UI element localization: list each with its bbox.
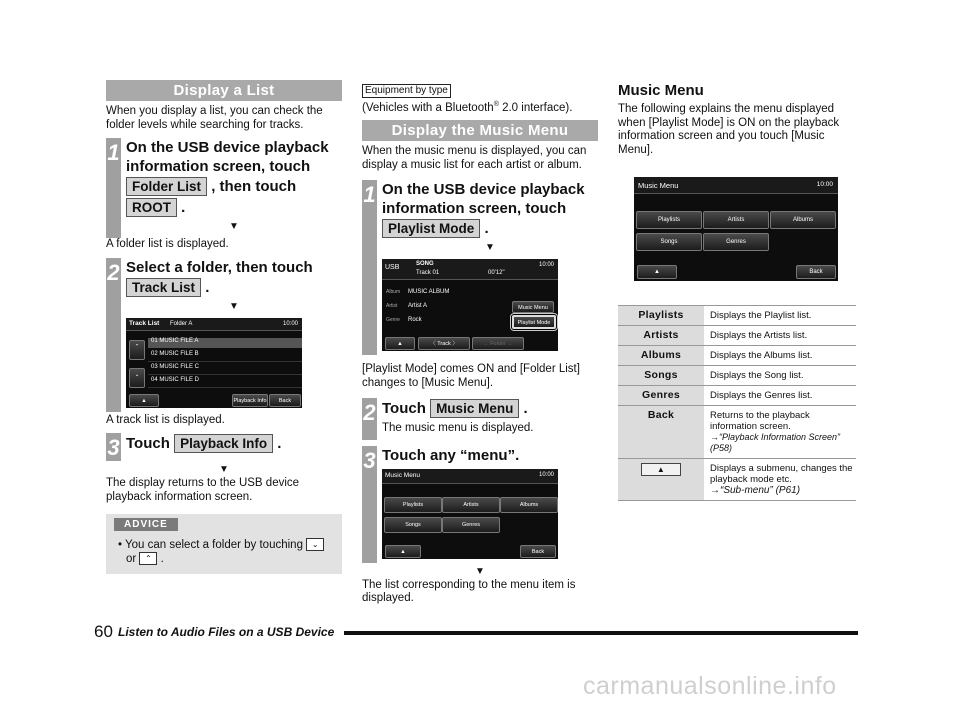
- table-row: [618, 346, 856, 366]
- step-2-track-list: [106, 258, 342, 412]
- screen-clock: 10:00: [538, 471, 554, 478]
- page-reference-link[interactable]: →“Sub-menu” (P61): [710, 485, 801, 496]
- menu-desc: Displays the Playlist list.: [704, 306, 856, 326]
- table-row: [618, 386, 856, 406]
- footer-title: Listen to Audio Files on a USB Device: [118, 625, 335, 639]
- track-row[interactable]: 03 MUSIC FILE C: [148, 364, 302, 375]
- menu-item-genres[interactable]: Genres: [442, 517, 500, 533]
- step-2-music-menu: [362, 398, 598, 440]
- scroll-up-icon[interactable]: ⌃: [129, 340, 145, 360]
- menu-item-genres[interactable]: Genres: [703, 233, 769, 251]
- watermark: carmanualsonline.info: [583, 672, 837, 700]
- playback-info-button[interactable]: Playback Info: [174, 434, 273, 453]
- track-list-button[interactable]: Track List: [126, 278, 201, 297]
- arrow-down-icon: ▼: [475, 565, 485, 577]
- up-triangle-icon: ▲: [641, 463, 681, 476]
- track-row[interactable]: 04 MUSIC FILE D: [148, 377, 302, 388]
- music-menu-intro: The following explains the menu displayed when [Playlist Mode] is ON on the playback information screen and you touch [Music Menu].: [618, 103, 840, 156]
- submenu-up-button[interactable]: ▲: [385, 337, 415, 350]
- step-1-playlist-mode: [362, 180, 598, 355]
- submenu-up-button[interactable]: ▲: [637, 265, 677, 279]
- table-row: [618, 459, 856, 501]
- advice-text: [106, 532, 342, 566]
- step-number: 3: [362, 446, 377, 563]
- step-end: .: [484, 220, 489, 238]
- menu-desc: Displays the Genres list.: [704, 386, 856, 406]
- step-number: 1: [106, 138, 121, 238]
- menu-item-playlists[interactable]: Playlists: [636, 211, 702, 229]
- step-end: .: [205, 278, 210, 296]
- intro-music-menu: When the music menu is displayed, you can display a music list for each artist or album.: [362, 145, 587, 171]
- step-number: 2: [106, 258, 121, 412]
- track-list-screen: [126, 318, 302, 408]
- artist-value: Artist A: [408, 303, 428, 310]
- column-display-list: [106, 80, 342, 574]
- page-number: 60: [94, 622, 113, 641]
- step-mid: , then touch: [211, 178, 297, 195]
- music-menu-heading: Music Menu: [618, 82, 704, 99]
- menu-key: Playlists: [618, 306, 704, 326]
- screen-time: 00'12": [488, 270, 505, 277]
- arrow-down-icon: ▼: [229, 300, 239, 312]
- chevron-down-icon: ⌄: [306, 538, 324, 551]
- page-reference-link[interactable]: →“Playback Information Screen” (P58): [710, 432, 841, 453]
- step-1-folder: [106, 138, 342, 238]
- scroll-down-icon[interactable]: ⌄: [129, 368, 145, 388]
- registered-mark: ®: [493, 101, 499, 108]
- intro-display-list: When you display a list, you can check the folder levels while searching for tracks.: [106, 105, 323, 131]
- table-row: [618, 366, 856, 386]
- album-label: Album: [386, 289, 401, 296]
- step-end: .: [523, 400, 528, 418]
- menu-desc: Displays a submenu, changes the playback mode etc.: [710, 463, 853, 485]
- chevron-up-icon: ⌃: [139, 552, 157, 565]
- menu-desc: Displays the Albums list.: [704, 346, 856, 366]
- equipment-tag: Equipment by type: [362, 84, 451, 98]
- track-nav-button[interactable]: 〈 Track 〉: [418, 337, 470, 350]
- submenu-up-button[interactable]: ▲: [385, 545, 421, 558]
- album-value: MUSIC ALBUM: [408, 289, 450, 296]
- table-row: [618, 326, 856, 346]
- menu-desc-cell: [704, 406, 856, 459]
- column-music-menu-ref: [618, 80, 856, 501]
- page-footer: [94, 622, 858, 642]
- step-title: Select a folder, then touch: [126, 258, 313, 276]
- equipment-note-a: (Vehicles with a Bluetooth: [362, 101, 494, 114]
- menu-key: Artists: [618, 326, 704, 346]
- arrow-down-icon: ▼: [485, 242, 495, 254]
- step-title: On the USB device playback information screen, touch: [126, 139, 329, 175]
- screen-title: Track List: [129, 319, 160, 327]
- step-2-result: The music menu is displayed.: [382, 422, 534, 435]
- arrow-down-icon: ▼: [219, 464, 229, 475]
- screen-track: Track 01: [416, 270, 440, 277]
- menu-item-artists[interactable]: Artists: [703, 211, 769, 229]
- step-3-playback-info: [106, 433, 342, 461]
- genre-label: Genre: [386, 317, 400, 324]
- menu-desc: Displays the Artists list.: [704, 326, 856, 346]
- screen-header: [382, 259, 558, 280]
- music-menu-table: [618, 305, 856, 501]
- step-title: Touch: [382, 400, 426, 418]
- screen-title: Music Menu: [385, 471, 421, 479]
- menu-item-playlists[interactable]: Playlists: [384, 497, 442, 513]
- music-menu-button[interactable]: Music Menu: [512, 301, 554, 313]
- section-title-music-menu: Display the Music Menu: [362, 120, 598, 141]
- step-end: .: [277, 435, 282, 452]
- arrow-down-icon: ▼: [229, 221, 239, 232]
- step-number: 2: [362, 398, 377, 440]
- menu-key: Songs: [618, 366, 704, 386]
- menu-item-songs[interactable]: Songs: [384, 517, 442, 533]
- artist-label: Artist: [386, 303, 398, 310]
- column-music-menu: [362, 80, 598, 606]
- menu-key-cell: [618, 459, 704, 501]
- step-end: .: [181, 199, 186, 216]
- table-row: [618, 306, 856, 326]
- music-menu-screen-large: [634, 177, 838, 281]
- step-3-any-menu: [362, 446, 598, 563]
- playback-info-button[interactable]: Playback Info: [232, 394, 268, 407]
- back-button[interactable]: Back: [796, 265, 836, 279]
- advice-box: [106, 514, 342, 574]
- back-button[interactable]: Back: [269, 394, 301, 407]
- advice-or: or: [126, 553, 137, 565]
- menu-item-songs[interactable]: Songs: [636, 233, 702, 251]
- screen-title: Music Menu: [638, 181, 679, 190]
- screen-clock: 10:00: [282, 320, 298, 327]
- usb-playback-screen: [382, 259, 558, 351]
- equipment-note: [362, 98, 598, 115]
- advice-end: .: [160, 553, 164, 565]
- advice-text-a: • You can select a folder by touching: [118, 539, 303, 551]
- playlist-mode-button[interactable]: Playlist Mode: [382, 219, 480, 238]
- submenu-up-button[interactable]: ▲: [129, 394, 159, 407]
- step-number: 1: [362, 180, 377, 355]
- screen-source: USB: [385, 264, 400, 272]
- screen-clock: 10:00: [816, 181, 833, 188]
- menu-desc: Displays the Song list.: [704, 366, 856, 386]
- screen-clock: 10:00: [538, 262, 554, 269]
- menu-item-artists[interactable]: Artists: [442, 497, 500, 513]
- menu-item-albums[interactable]: Albums: [770, 211, 836, 229]
- step-title: Touch: [126, 435, 170, 452]
- track-row[interactable]: 01 MUSIC FILE A: [148, 338, 302, 348]
- step-title: On the USB device playback information screen, touch: [382, 181, 585, 218]
- step-title: Touch any “menu”.: [382, 446, 520, 464]
- menu-key: Albums: [618, 346, 704, 366]
- menu-item-albums[interactable]: Albums: [500, 497, 558, 513]
- step-2-result: A track list is displayed.: [106, 413, 225, 426]
- section-title-display-list: Display a List: [106, 80, 342, 101]
- step-number: 3: [107, 435, 120, 460]
- table-row: [618, 406, 856, 459]
- menu-desc-cell: [704, 459, 856, 501]
- footer-rule: [344, 631, 858, 635]
- folder-nav-button[interactable]: ← Folder →: [472, 337, 524, 350]
- menu-desc: Returns to the playback information screen.: [710, 410, 810, 432]
- screen-folder: Folder A: [170, 320, 193, 327]
- music-menu-button[interactable]: Music Menu: [430, 399, 519, 418]
- step-3-result: The list corresponding to the menu item is displayed.: [362, 578, 576, 605]
- menu-key: Back: [618, 406, 704, 459]
- genre-value: Rock: [408, 317, 422, 324]
- music-menu-screen: [382, 469, 558, 559]
- screen-song-label: SONG: [416, 261, 434, 268]
- root-button[interactable]: ROOT: [126, 198, 177, 217]
- playlist-mode-button[interactable]: Playlist Mode: [512, 315, 556, 329]
- equipment-note-b: 2.0 interface).: [502, 101, 573, 114]
- folder-list-button[interactable]: Folder List: [126, 177, 207, 196]
- menu-key: Genres: [618, 386, 704, 406]
- step-1-result: A folder list is displayed.: [106, 238, 229, 250]
- advice-tag: ADVICE: [114, 518, 178, 531]
- track-row[interactable]: 02 MUSIC FILE B: [148, 351, 302, 362]
- step-3-result: The display returns to the USB device playback information screen.: [106, 477, 300, 503]
- back-button[interactable]: Back: [520, 545, 556, 558]
- step-1-result: [Playlist Mode] comes ON and [Folder List] changes to [Music Menu].: [362, 363, 580, 389]
